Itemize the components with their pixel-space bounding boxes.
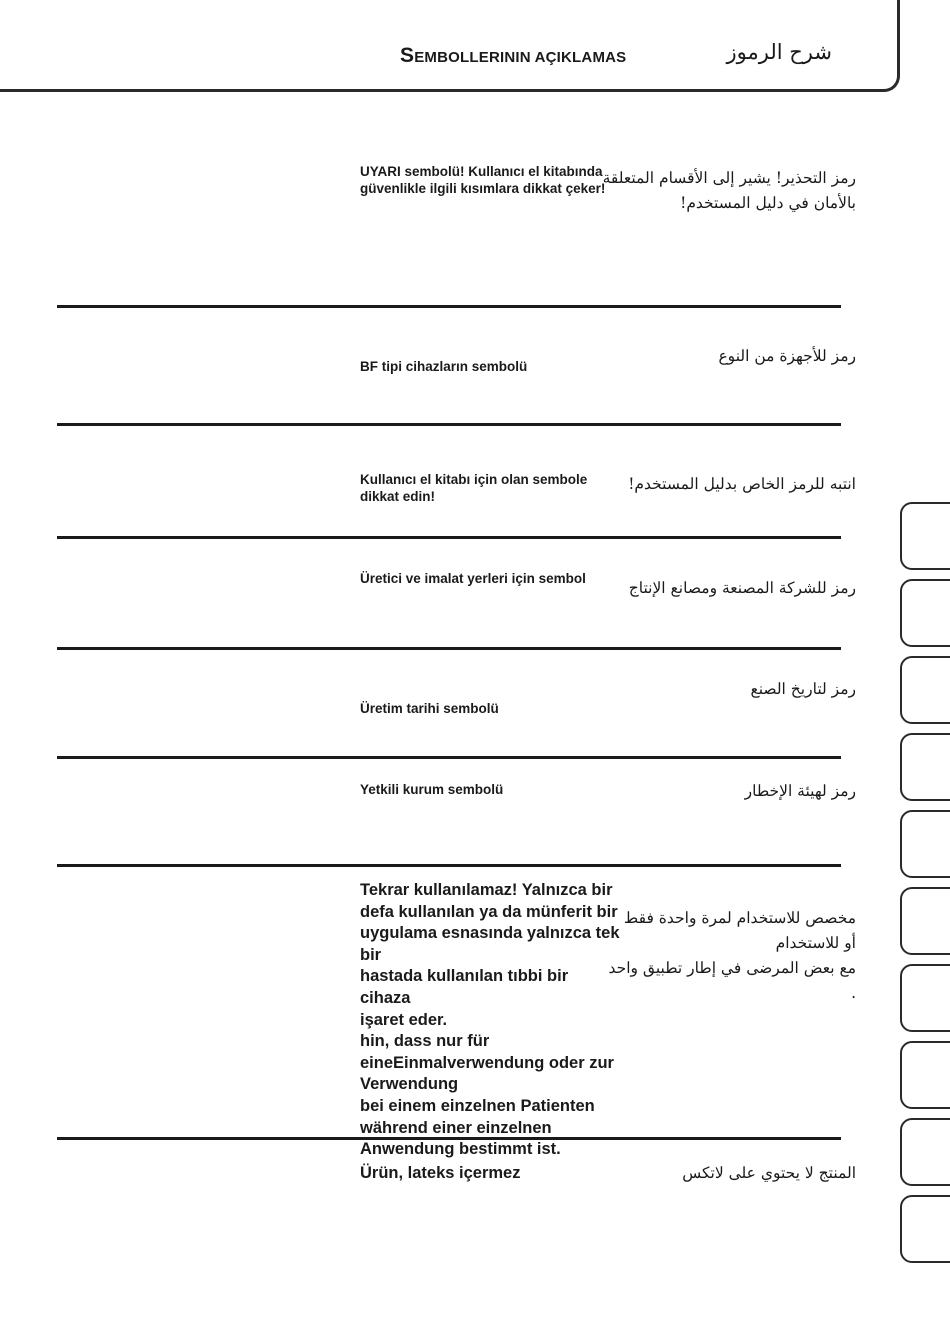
- entry-single-use-text-tr: Tekrar kullanılamaz! Yalnızca bir defa kullanılan ya da münferit bir uygulama esnasında yalnızca tek bir hastada kullanılan tıbbi bir cihaza işaret eder. hin, dass nur für eineEinmalverwendung oder zur Verwendung bei einem einzelnen Patienten während einer einzelnen Anwendung bestimmt ist.: [360, 881, 620, 1159]
- divider: [57, 536, 841, 539]
- page-title-turkish: SEMBOLLERININ AÇIKLAMAS: [400, 44, 627, 67]
- entry-warning-text-ar: رمز التحذير! يشير إلى الأقسام المتعلقة بالأمان في دليل المستخدم!: [602, 169, 856, 212]
- entry-single-use-text-ar: مخصص للاستخدام لمرة واحدة فقط أو للاستخدام مع بعض المرضى في إطار تطبيق واحد .: [608, 909, 856, 1002]
- section-tab[interactable]: [900, 1041, 950, 1109]
- divider: [57, 756, 841, 759]
- entry-manufacturer-text-ar: رمز للشركة المصنعة ومصانع الإنتاج: [628, 579, 856, 597]
- divider: [57, 423, 841, 426]
- divider: [57, 864, 841, 867]
- entry-production-date-text-ar: رمز لتاريخ الصنع: [750, 680, 856, 698]
- section-tab[interactable]: [900, 1195, 950, 1263]
- section-tab[interactable]: [900, 656, 950, 724]
- divider: [57, 305, 841, 308]
- section-tab[interactable]: [900, 579, 950, 647]
- entry-manual-text-ar: انتبه للرمز الخاص بدليل المستخدم!: [628, 475, 856, 493]
- entry-bf-type-text-tr: BF tipi cihazların sembolü: [360, 359, 528, 374]
- entry-production-date-text-tr: Üretim tarihi sembolü: [360, 701, 499, 716]
- section-tab[interactable]: [900, 502, 950, 570]
- entry-warning-text-tr: UYARI sembolü! Kullanıcı el kitabında güvenlikle ilgili kısımlara dikkat çeker!: [360, 164, 606, 196]
- entry-notified-body-text-ar: رمز لهيئة الإخطار: [744, 782, 856, 800]
- section-tab[interactable]: [900, 887, 950, 955]
- entry-latex-free-text-ar: المنتج لا يحتوي على لاتكس: [682, 1164, 856, 1182]
- divider: [57, 647, 841, 650]
- divider: [57, 1137, 841, 1140]
- entry-latex-free-text-tr: Ürün, lateks içermez: [360, 1164, 521, 1182]
- entry-bf-type-text-ar: رمز للأجهزة من النوع: [718, 347, 856, 365]
- section-tab[interactable]: [900, 810, 950, 878]
- section-tab[interactable]: [900, 733, 950, 801]
- section-tab[interactable]: [900, 964, 950, 1032]
- entry-manufacturer-text-tr: Üretici ve imalat yerleri için sembol: [360, 571, 586, 586]
- entry-notified-body-text-tr: Yetkili kurum sembolü: [360, 782, 504, 797]
- entry-manual-text-tr: Kullanıcı el kitabı için olan sembole dikkat edin!: [360, 472, 588, 504]
- section-tab[interactable]: [900, 1118, 950, 1186]
- page-title-arabic: شرح الرموز: [726, 40, 832, 64]
